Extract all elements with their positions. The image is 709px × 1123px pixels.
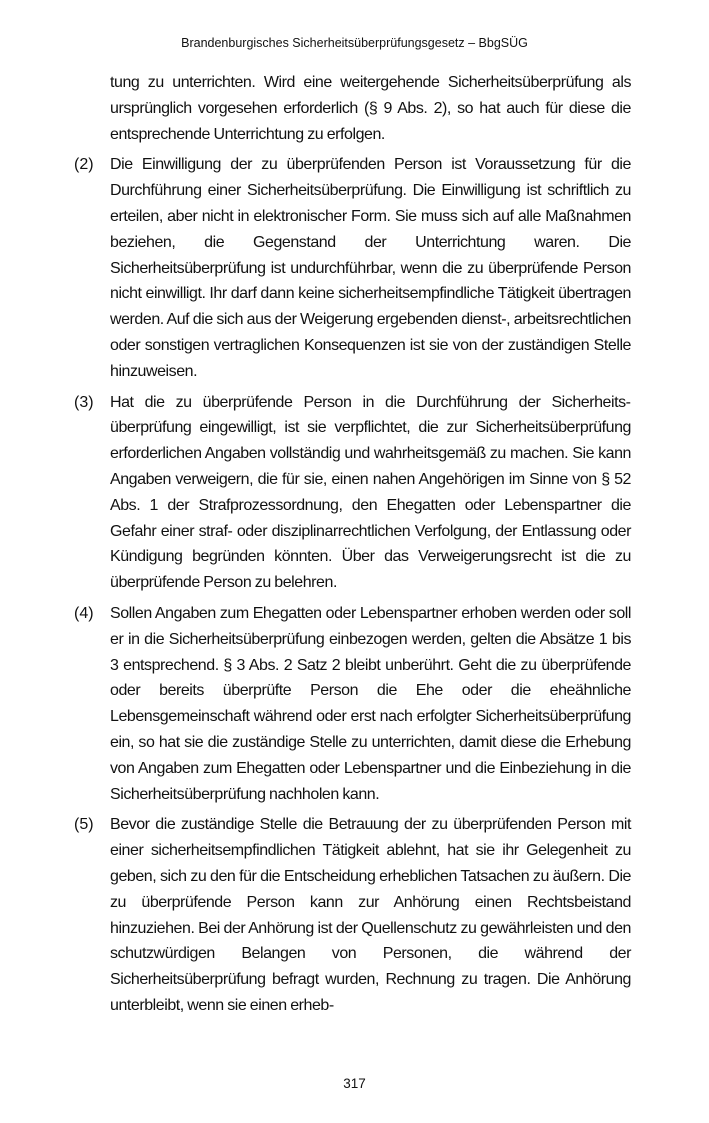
page-number: 317 bbox=[343, 1076, 366, 1091]
paragraph-number: (3) bbox=[74, 393, 94, 411]
paragraph-number: (4) bbox=[74, 604, 94, 622]
paragraph-number: (2) bbox=[74, 156, 94, 174]
paragraph-text: tung zu unterrichten. Wird eine weitergehende Sicherheitsüberprüfung als ursprünglich vorgesehen erforderlich (§ 9 Abs. 2), so hat auch für diese die entsprechende Unterrichtung zu erfolgen. bbox=[110, 74, 631, 143]
paragraph-number: (5) bbox=[74, 816, 94, 834]
paragraph-4 bbox=[74, 601, 631, 807]
paragraph-text: Hat die zu überprüfende Person in die Durchführung der Sicherheitsüberprüfung eingewilligt, ist sie verpflichtet, die zur Sicherheitsüberprüfung erforderlichen Angaben vollständig und wahrheitsgemäß zu machen. Sie kann Angaben verweigern, die für sie, einen nahen Angehörigen im Sinne von § 52 Abs. 1 der Strafprozessordnung, den Ehegatten oder Lebenspartner die Gefahr einer straf- oder disziplinarrechtlichen Verfolgung, der Entlassung oder Kündigung begründen könnten. Über das Verweigerungsrecht ist die zu überprüfende Person zu belehren. bbox=[110, 393, 631, 592]
paragraph-3 bbox=[74, 390, 631, 596]
paragraph-5 bbox=[74, 812, 631, 1018]
law-text-body bbox=[74, 70, 631, 1024]
paragraph-text: Bevor die zuständige Stelle die Betrauung der zu überprüfenden Person mit einer sicherheitsempfindlichen Tätigkeit ablehnt, hat sie ihr Gelegenheit zu geben, sich zu den für die Entscheidung erheblichen Tatsachen zu äußern. Die zu überprüfende Person kann zur Anhörung einen Rechtsbeistand hinzuziehen. Bei der Anhörung ist der Quellenschutz zu gewährleisten und den schutzwürdigen Belangen von Personen, die während der Sicherheitsüberprüfung befragt wurden, Rechnung zu tragen. Die Anhörung unterbleibt, wenn sie einen erheb- bbox=[110, 816, 631, 1014]
paragraph-continuation bbox=[74, 70, 631, 147]
paragraph-2 bbox=[74, 152, 631, 384]
page-header: Brandenburgisches Sicherheitsüberprüfungsgesetz – BbgSÜG bbox=[181, 36, 528, 50]
paragraph-text: Sollen Angaben zum Ehegatten oder Lebenspartner erhoben werden oder soll er in die Sicherheitsüberprüfung einbezogen werden, gelten die Absätze 1 bis 3 entsprechend. § 3 Abs. 2 Satz 2 bleibt unberührt. Geht die zu überprüfende oder bereits überprüfte Person die Ehe oder die eheähnliche Lebensgemeinschaft während oder erst nach erfolgter Sicherheitsüberprüfung ein, so hat sie die zuständige Stelle zu unterrichten, damit diese die Erhebung von Angaben zum Ehegatten oder Lebenspartner und die Einbeziehung in die Sicherheitsüberprüfung nachholen kann. bbox=[110, 604, 631, 803]
paragraph-text: Die Einwilligung der zu überprüfenden Person ist Voraussetzung für die Durchführung einer Sicherheitsüberprüfung. Die Einwilligung ist schriftlich zu erteilen, aber nicht in elektronischer Form. Sie muss sich auf alle Maßnahmen beziehen, die Gegenstand der Unterrichtung waren. Die Sicherheitsüberprüfung ist undurchführbar, wenn die zu überprüfende Person nicht einwilligt. Ihr darf dann keine sicherheitsempfindliche Tätigkeit übertragen werden. Auf die sich aus der Weigerung ergebenden dienst-, arbeitsrechtlichen oder sonstigen vertraglichen Konsequenzen ist sie von der zuständigen Stelle hinzuweisen. bbox=[110, 156, 631, 380]
paragraph-number bbox=[74, 70, 110, 147]
